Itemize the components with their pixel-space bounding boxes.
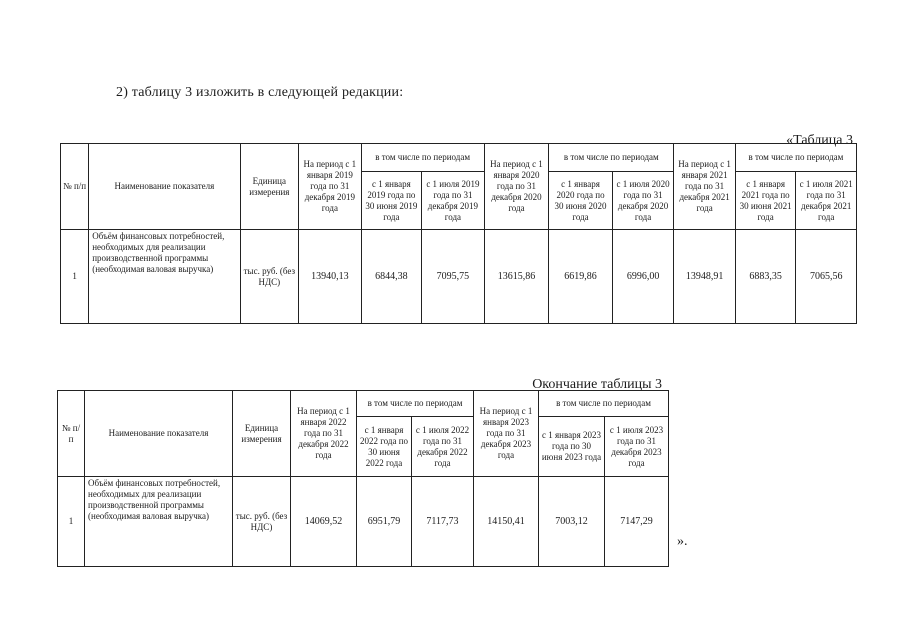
column-header-second-half: с 1 июля 2023 года по 31 декабря 2023 года [605,417,669,477]
column-header-first-half: с 1 января 2021 года по 30 июня 2021 года [735,172,796,230]
column-header-second-half: с 1 июля 2019 года по 31 декабря 2019 года [422,172,485,230]
column-group-header: в том числе по периодам [549,144,674,172]
column-header-first-half: с 1 января 2022 года по 30 июня 2022 года [357,417,412,477]
table-3-part-1 [60,143,857,324]
column-header-period-total: На период с 1 января 2019 года по 31 декабря 2019 года [299,144,362,230]
value-cell: 13615,86 [484,230,549,324]
column-header-period-total: На период с 1 января 2020 года по 31 декабря 2020 года [484,144,549,230]
intro-paragraph: 2) таблицу 3 изложить в следующей редакции: [116,85,404,100]
row-indicator-name: Объём финансовых потребностей, необходимых для реализации производственной программы (необходимая валовая выручка) [85,477,233,567]
value-cell: 14069,52 [291,477,357,567]
value-cell: 6844,38 [361,230,422,324]
value-cell: 7065,56 [796,230,857,324]
value-cell: 13948,91 [674,230,736,324]
value-cell: 6883,35 [735,230,796,324]
column-group-header: в том числе по периодам [361,144,484,172]
column-header-period-total: На период с 1 января 2023 года по 31 декабря 2023 года [474,391,539,477]
column-header-second-half: с 1 июля 2020 года по 31 декабря 2020 года [612,172,674,230]
column-header-name: Наименование показателя [85,391,233,477]
value-cell: 7147,29 [605,477,669,567]
column-header-first-half: с 1 января 2023 года по 30 июня 2023 года [539,417,605,477]
value-cell: 13940,13 [299,230,362,324]
table-row [58,477,669,567]
column-header-second-half: с 1 июля 2022 года по 31 декабря 2022 года [412,417,474,477]
column-header-number: № п/п [61,144,89,230]
table-row [61,230,857,324]
column-header-number: № п/п [58,391,85,477]
table-3-end-caption: Окончание таблицы 3 [532,377,662,392]
value-cell: 6619,86 [549,230,613,324]
row-number: 1 [58,477,85,567]
value-cell: 7003,12 [539,477,605,567]
column-group-header: в том числе по периодам [539,391,669,417]
column-header-first-half: с 1 января 2020 года по 30 июня 2020 года [549,172,613,230]
row-number: 1 [61,230,89,324]
column-header-unit: Единица измерения [233,391,291,477]
row-indicator-name: Объём финансовых потребностей, необходимых для реализации производственной программы (необходимая валовая выручка) [89,230,240,324]
value-cell: 7117,73 [412,477,474,567]
column-header-unit: Единица измерения [240,144,299,230]
row-unit: тыс. руб. (без НДС) [233,477,291,567]
column-header-period-total: На период с 1 января 2021 года по 31 декабря 2021 года [674,144,736,230]
column-header-first-half: с 1 января 2019 года по 30 июня 2019 года [361,172,422,230]
column-group-header: в том числе по периодам [735,144,856,172]
value-cell: 7095,75 [422,230,485,324]
column-header-name: Наименование показателя [89,144,240,230]
closing-quote-mark: ». [677,534,688,549]
value-cell: 14150,41 [474,477,539,567]
table-3-caption: «Таблица 3 [786,133,853,148]
column-group-header: в том числе по периодам [357,391,474,417]
row-unit: тыс. руб. (без НДС) [240,230,299,324]
column-header-period-total: На период с 1 января 2022 года по 31 декабря 2022 года [291,391,357,477]
table-3-part-2 [57,390,669,567]
value-cell: 6951,79 [357,477,412,567]
value-cell: 6996,00 [612,230,674,324]
column-header-second-half: с 1 июля 2021 года по 31 декабря 2021 года [796,172,857,230]
